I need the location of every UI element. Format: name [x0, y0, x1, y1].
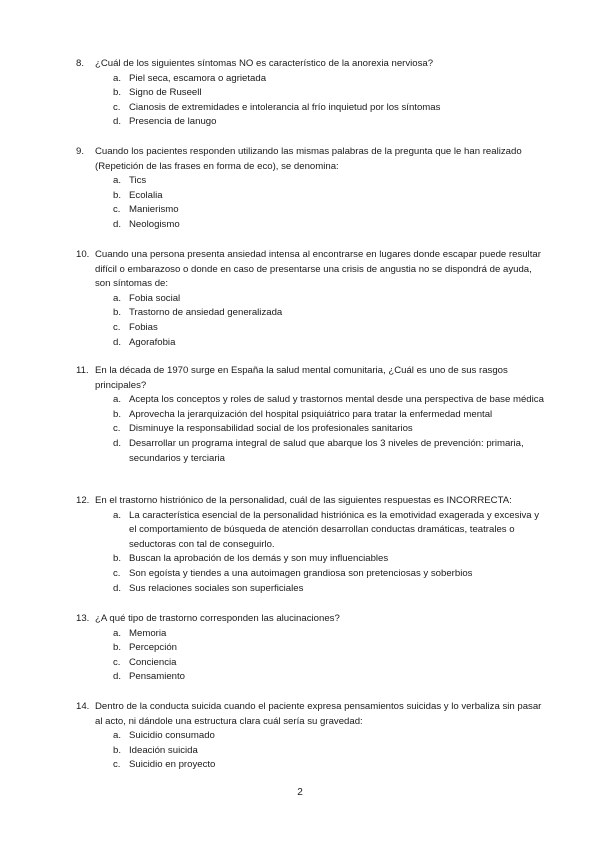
option-a [76, 509, 546, 553]
question-10 [76, 248, 546, 350]
option-text: Suicidio consumado [129, 730, 215, 742]
question-number: 13. [76, 613, 90, 624]
question-header [76, 700, 546, 729]
question-header [76, 145, 546, 174]
option-c [76, 656, 546, 671]
option-c [76, 567, 546, 582]
option-a [76, 393, 546, 408]
option-letter: b. [113, 642, 122, 654]
option-text: Memoria [129, 627, 167, 639]
option-letter: b. [113, 408, 122, 420]
option-a [76, 627, 546, 642]
question-number: 12. [76, 495, 90, 506]
question-header [76, 248, 546, 292]
question-number: 14. [76, 701, 90, 712]
option-d [76, 218, 546, 233]
option-letter: b. [113, 307, 122, 319]
option-letter: a. [113, 292, 122, 304]
option-letter: c. [113, 759, 121, 771]
question-12 [76, 494, 546, 596]
option-text: Piel seca, escamora o agrietada [129, 72, 267, 84]
option-letter: a. [113, 509, 122, 521]
question-text: Dentro de la conducta suicida cuando el paciente expresa pensamientos suicidas y lo verbaliza sin pasar al acto, ni dándole una estructura clara cuál sería su gravedad: [95, 701, 542, 727]
option-text: Manierismo [129, 204, 179, 216]
option-letter: d. [113, 671, 122, 683]
question-header [76, 612, 546, 627]
option-text: La característica esencial de la personalidad histriónica es la emotividad exagerada y excesiva y el comportamiento de búsqueda de atención desarrollan conductas dramáticas, teatrales o seductoras con tal de conseguirlo. [129, 509, 540, 550]
option-text: Tics [129, 175, 147, 187]
option-letter: c. [113, 321, 121, 333]
option-text: Pensamiento [129, 671, 185, 683]
option-text: Sus relaciones sociales son superficiales [129, 582, 304, 594]
option-list [76, 729, 546, 773]
option-letter: c. [113, 423, 121, 435]
option-d [76, 437, 546, 466]
option-text: Suicidio en proyecto [129, 759, 216, 771]
option-c [76, 101, 546, 116]
option-c [76, 422, 546, 437]
question-text: En la década de 1970 surge en España la salud mental comunitaria, ¿Cuál es uno de sus rasgos principales? [95, 365, 508, 391]
option-c [76, 321, 546, 336]
question-13 [76, 612, 546, 685]
option-text: Buscan la aprobación de los demás y son muy influenciables [129, 553, 389, 565]
option-text: Trastorno de ansiedad generalizada [129, 307, 283, 319]
option-d [76, 582, 546, 597]
option-a [76, 72, 546, 87]
option-b [76, 86, 546, 101]
option-letter: b. [113, 744, 122, 756]
question-text: ¿Cuál de los siguientes síntomas NO es característico de la anorexia nerviosa? [95, 58, 434, 69]
option-text: Acepta los conceptos y roles de salud y trastornos mental desde una perspectiva de base médica [129, 394, 544, 406]
option-text: Fobias [129, 321, 158, 333]
option-text: Conciencia [129, 656, 177, 668]
option-b [76, 744, 546, 759]
option-list [76, 174, 546, 232]
question-text: ¿A qué tipo de trastorno corresponden las alucinaciones? [95, 613, 340, 624]
option-letter: d. [113, 582, 122, 594]
option-letter: c. [113, 101, 121, 113]
option-letter: b. [113, 553, 122, 565]
option-list [76, 292, 546, 350]
question-text: En el trastorno histriónico de la personalidad, cuál de las siguientes respuestas es INCORRECTA: [95, 495, 512, 506]
question-11 [76, 364, 546, 466]
option-text: Cianosis de extremidades e intolerancia al frío inquietud por los síntomas [129, 101, 441, 113]
question-number: 8. [76, 58, 85, 69]
question-text: Cuando los pacientes responden utilizando las mismas palabras de la pregunta que le han realizado (Repetición de las frases en forma de eco), se denomina: [95, 146, 522, 172]
question-8 [76, 57, 546, 130]
option-list [76, 72, 546, 130]
option-text: Son egoísta y tiendes a una autoimagen grandiosa son pretenciosas y soberbios [129, 567, 473, 579]
option-b [76, 641, 546, 656]
option-letter: a. [113, 72, 122, 84]
option-letter: c. [113, 204, 121, 216]
option-letter: c. [113, 567, 121, 579]
option-text: Aprovecha la jerarquización del hospital psiquiátrico para tratar la enfermedad mental [129, 408, 493, 420]
option-text: Signo de Ruseell [129, 87, 202, 99]
question-text: Cuando una persona presenta ansiedad intensa al encontrarse en lugares donde escapar puede resultar difícil o embarazoso o donde en caso de presentarse una crisis de angustia no se dispondrá de ayuda, son síntomas de: [95, 249, 541, 290]
option-text: Desarrollar un programa integral de salud que abarque los 3 niveles de prevención: primaria, secundarios y terciaria [129, 437, 524, 464]
question-number: 11. [76, 365, 89, 376]
option-b [76, 189, 546, 204]
option-d [76, 336, 546, 351]
option-d [76, 670, 546, 685]
option-letter: d. [113, 336, 122, 348]
option-a [76, 174, 546, 189]
option-letter: c. [113, 656, 121, 668]
question-number: 9. [76, 146, 85, 157]
option-d [76, 115, 546, 130]
option-list [76, 509, 546, 597]
option-letter: a. [113, 627, 122, 639]
option-letter: a. [113, 730, 122, 742]
question-header [76, 364, 546, 393]
option-a [76, 292, 546, 307]
option-letter: d. [113, 116, 122, 128]
option-list [76, 627, 546, 685]
option-b [76, 408, 546, 423]
page-number: 2 [297, 787, 303, 798]
option-list [76, 393, 546, 466]
option-text: Agorafobia [129, 336, 176, 348]
question-number: 10. [76, 249, 90, 260]
option-text: Ideación suicida [129, 744, 198, 756]
question-9 [76, 145, 546, 233]
option-letter: b. [113, 87, 122, 99]
option-letter: a. [113, 394, 122, 406]
option-text: Ecolalia [129, 189, 163, 201]
option-text: Disminuye la responsabilidad social de los profesionales sanitarios [129, 423, 413, 435]
option-c [76, 203, 546, 218]
option-letter: a. [113, 175, 122, 187]
question-header [76, 57, 546, 72]
option-text: Neologismo [129, 218, 180, 230]
option-letter: b. [113, 189, 122, 201]
question-14 [76, 700, 546, 773]
option-a [76, 729, 546, 744]
option-b [76, 552, 546, 567]
option-text: Presencia de lanugo [129, 116, 217, 128]
option-letter: d. [113, 218, 122, 230]
option-b [76, 306, 546, 321]
question-header [76, 494, 546, 509]
option-letter: d. [113, 437, 122, 449]
option-text: Percepción [129, 642, 177, 654]
option-text: Fobia social [129, 292, 181, 304]
option-c [76, 758, 546, 773]
